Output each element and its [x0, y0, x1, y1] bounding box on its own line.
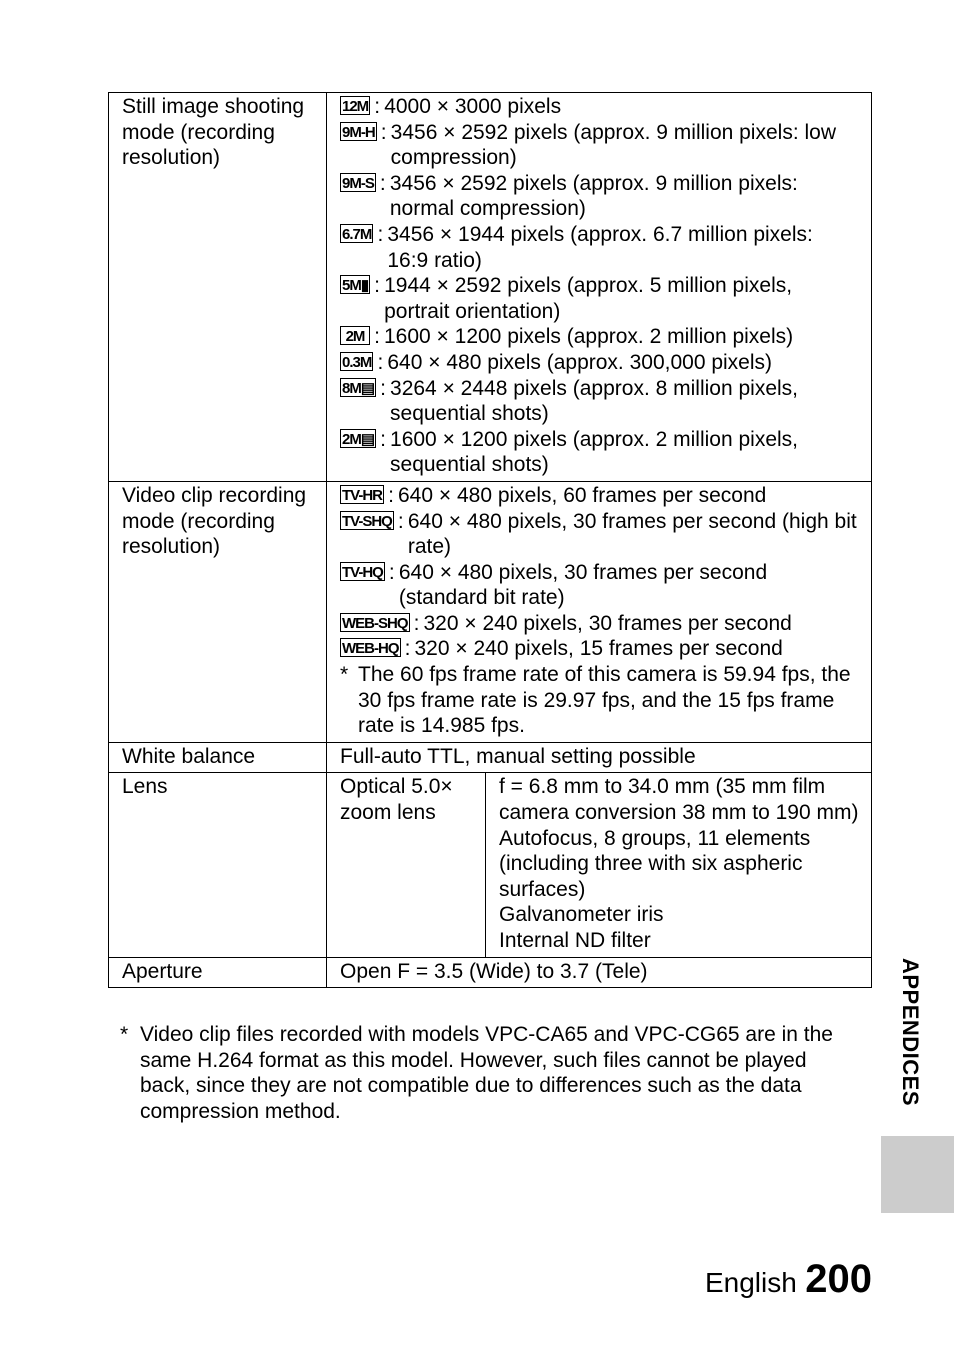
resolution-item: 2M▤ : 1600 × 1200 pixels (approx. 2 million pixels, sequential shots) [340, 427, 859, 478]
row-still-image [109, 93, 872, 482]
footnote-text: Video clip files recorded with models VPC-CA65 and VPC-CG65 are in the same H.264 format as this model. However, such files cannot be played back, since they are not compatible due to differences such as the data compression method. [140, 1023, 833, 1123]
note-mark: * [340, 663, 349, 687]
lens-sub-label: Optical 5.0× zoom lens [327, 773, 486, 957]
video-desc: 640 × 480 pixels, 60 frames per second [398, 483, 767, 507]
lens-detail-line: Internal ND filter [499, 929, 651, 952]
video-clip-resolutions [327, 481, 872, 742]
video-tv-hq-icon: TV-HQ [342, 563, 383, 581]
note-text: The 60 fps frame rate of this camera is 59.94 fps, the 30 fps frame rate is 29.97 fps, and the 15 fps frame rate is 14.985 fps. [358, 663, 851, 738]
resolution-desc: 3456 × 2592 pixels (approx. 9 million pixels: low compression) [390, 120, 836, 170]
row-lens [109, 773, 872, 957]
resolution-8m-sequential-icon: 8M▤ [342, 379, 375, 397]
row-label-video-clip: Video clip recording mode (recording resolution) [109, 481, 327, 742]
row-video-clip [109, 481, 872, 742]
resolution-desc: 4000 × 3000 pixels [384, 95, 562, 118]
row-label-aperture: Aperture [109, 957, 327, 988]
spec-table [108, 92, 872, 988]
resolution-desc: 3264 × 2448 pixels (approx. 8 million pixels, sequential shots) [390, 376, 798, 426]
white-balance-value: Full-auto TTL, manual setting possible [327, 742, 872, 773]
page-language: English [704, 1267, 797, 1298]
video-web-hq-icon: WEB-HQ [342, 640, 399, 658]
resolution-item: 2M : 1600 × 1200 pixels (approx. 2 million pixels) [340, 324, 859, 350]
video-web-shq-icon: WEB-SHQ [342, 614, 408, 632]
resolution-desc: 1600 × 1200 pixels (approx. 2 million pixels) [384, 325, 794, 349]
still-image-resolutions [327, 93, 872, 482]
row-label-still-image: Still image shooting mode (recording resolution) [109, 93, 327, 482]
footnote [120, 1022, 860, 1124]
lens-detail-line: f = 6.8 mm to 34.0 mm (35 mm film camera conversion 38 mm to 190 mm) [499, 775, 859, 825]
video-desc: 640 × 480 pixels, 30 frames per second (standard bit rate) [398, 560, 768, 610]
resolution-item: 9M-H : 3456 × 2592 pixels (approx. 9 million pixels: low compression) [340, 120, 859, 171]
resolution-0-3m-icon: 0.3M [342, 353, 372, 371]
section-tab-marker [881, 1136, 954, 1213]
video-item: TV-HQ : 640 × 480 pixels, 30 frames per second (standard bit rate) [340, 560, 859, 611]
page-footer [705, 1257, 872, 1302]
page-number: 200 [805, 1257, 872, 1301]
video-item: TV-HR : 640 × 480 pixels, 60 frames per second [340, 483, 859, 509]
resolution-item: 9M-S : 3456 × 2592 pixels (approx. 9 million pixels: normal compression) [340, 171, 859, 222]
resolution-desc: 3456 × 2592 pixels (approx. 9 million pixels: normal compression) [389, 171, 798, 221]
video-tv-hr-icon: TV-HR [342, 486, 382, 504]
lens-detail-line: Autofocus, 8 groups, 11 elements (including three with six aspheric surfaces) [499, 826, 811, 901]
resolution-item: 8M▤ : 3264 × 2448 pixels (approx. 8 million pixels, sequential shots) [340, 376, 859, 427]
video-desc: 320 × 240 pixels, 30 frames per second [423, 611, 792, 635]
video-item: TV-SHQ : 640 × 480 pixels, 30 frames per second (high bit rate) [340, 509, 859, 560]
resolution-2m-sequential-icon: 2M▤ [342, 430, 375, 448]
section-tab-label: APPENDICES [898, 958, 923, 1107]
footnote-mark: * [120, 1023, 129, 1046]
video-desc: 640 × 480 pixels, 30 frames per second (high bit rate) [407, 509, 857, 559]
row-white-balance [109, 742, 872, 773]
row-aperture [109, 957, 872, 988]
lens-detail-line: Galvanometer iris [499, 903, 664, 927]
video-item: WEB-HQ : 320 × 240 pixels, 15 frames per second [340, 636, 859, 662]
resolution-9m-h-icon: 9M-H [342, 123, 375, 141]
video-tv-shq-icon: TV-SHQ [342, 512, 392, 530]
resolution-item: 12M : 4000 × 3000 pixels [340, 94, 859, 120]
resolution-desc: 3456 × 1944 pixels (approx. 6.7 million pixels: 16:9 ratio) [387, 222, 813, 272]
resolution-5m-portrait-icon: 5M▮ [342, 277, 369, 295]
resolution-9m-s-icon: 9M-S [342, 174, 374, 192]
lens-details [486, 773, 872, 957]
resolution-12m-icon: 12M [342, 98, 369, 115]
resolution-desc: 640 × 480 pixels (approx. 300,000 pixels) [387, 350, 773, 374]
resolution-6-7m-icon: 6.7M [342, 225, 372, 243]
aperture-value: Open F = 3.5 (Wide) to 3.7 (Tele) [327, 957, 872, 988]
video-item: WEB-SHQ : 320 × 240 pixels, 30 frames per second [340, 611, 859, 637]
resolution-item: 6.7M : 3456 × 1944 pixels (approx. 6.7 million pixels: 16:9 ratio) [340, 222, 859, 273]
resolution-item: 5M▮ : 1944 × 2592 pixels (approx. 5 million pixels, portrait orientation) [340, 273, 859, 324]
row-label-white-balance: White balance [109, 742, 327, 773]
video-desc: 320 × 240 pixels, 15 frames per second [414, 637, 783, 661]
resolution-2m-icon: 2M [340, 326, 370, 345]
resolution-desc: 1944 × 2592 pixels (approx. 5 million pixels, portrait orientation) [384, 274, 793, 323]
resolution-item: 0.3M : 640 × 480 pixels (approx. 300,000 pixels) [340, 350, 859, 376]
frame-rate-note [340, 662, 859, 739]
resolution-desc: 1600 × 1200 pixels (approx. 2 million pixels, sequential shots) [390, 427, 798, 477]
row-label-lens: Lens [109, 773, 327, 957]
